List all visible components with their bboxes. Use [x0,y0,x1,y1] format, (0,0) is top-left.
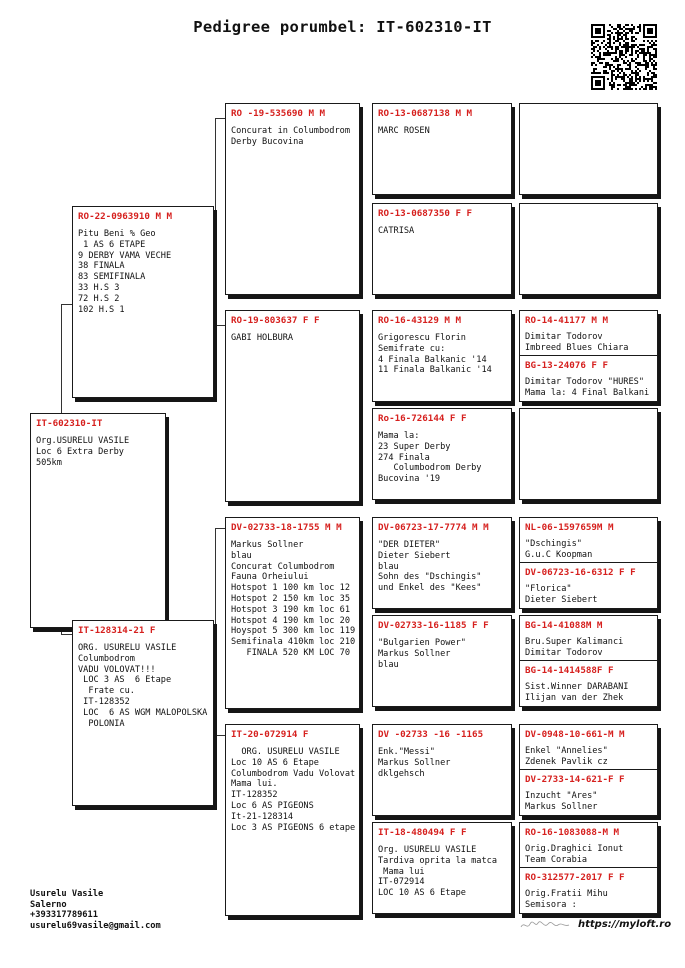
ring-number: RO-312577-2017 F F [525,872,625,883]
card-line: Sist.Winner DARABANI [525,682,629,692]
connector [215,118,216,325]
ring-number: RO -19-535690 M M [231,108,326,119]
ring-number: DV-2733-14-621-F F [525,774,625,785]
card-line: CATRISA [378,226,415,236]
ring-number: NL-06-1597659M M [525,522,614,533]
card-line: 9 DERBY VAMA VECHE [78,250,172,261]
card-line: Dimitar Todorov "HURES" [525,377,644,387]
card-line: LOC 6 AS WGM MALOPOLSKA [78,707,208,718]
card-line: Enk."Messi" [378,747,435,757]
card-line: "Bulgarien Power" [378,638,466,648]
card-line: Loc 3 AS PIGEONS 6 etape [231,822,356,833]
card-line: Semifinala 410km loc 210 [231,637,356,648]
card-line: Dimitar Todorov [525,332,603,342]
card-line: 11 Finala Balkanic '14 [378,365,492,376]
card-line: 83 SEMIFINALA [78,272,146,283]
card-line: blau [378,659,399,670]
website-link[interactable]: https://myloft.ro [578,919,672,930]
card-line: Dieter Siebert [378,550,451,561]
card-line: Hoyspot 5 300 km loc 119 [231,626,356,637]
ring-number: IT-20-072914 F [231,729,309,740]
card-line: 102 H.S 1 [78,304,125,315]
ring-number: RO-16-1083088-M M [525,827,620,838]
gen4-card [519,310,658,402]
card-line: Mama la: 4 Final Balkani [525,387,650,398]
ring-number: RO-13-0687138 M M [378,108,473,119]
card-line: Orig.Fratii Mihu [525,889,608,899]
sire-card [72,206,214,398]
card-line: Zdenek Pavlik cz [525,756,608,767]
ring-number: RO-19-803637 F F [231,315,320,326]
card-line: Loc 10 AS 6 Etape [231,757,319,768]
connector [215,325,225,326]
card-line: Grigorescu Florin [378,333,466,343]
gen4-card [519,408,658,500]
card-line: Semisora : [525,899,577,910]
card-line: MARC ROSEN [378,126,430,136]
gen4-card [519,103,658,195]
owner-phone: +393317789611 [30,910,98,920]
ring-number: BG-14-1414588F F [525,665,614,676]
ring-number: RO-16-43129 M M [378,315,461,326]
card-line: VADU VOLOVAT!!! [78,664,156,675]
gen4-card [519,724,658,816]
ring-number: BG-14-41088M M [525,620,603,631]
card-line: Markus Sollner [378,757,451,768]
card-line: It-21-128314 [231,811,294,822]
gen4-card [519,517,658,609]
ring-number: BG-13-24076 F F [525,360,608,371]
card-line: 72 H.S 2 [78,293,120,304]
gen4-card [519,822,658,914]
ring-number: DV-06723-16-6312 F F [525,567,636,578]
card-line: Columbodrom [78,653,135,664]
card-line: dklgehsch [378,768,425,779]
ring-number: DV-02733-16-1185 F F [378,620,489,631]
owner-info [30,889,161,931]
ring-number: DV -02733 -16 -1165 [378,729,484,740]
owner-email[interactable]: usurelu69vasile@gmail.com [30,920,161,931]
gen3-card [372,310,512,402]
card-line: "Florica" [525,584,572,594]
owner-city: Salerno [30,899,67,910]
subject-card [30,413,166,628]
card-line: Dieter Siebert [525,594,598,605]
card-line: Loc 6 Extra Derby [36,446,124,457]
card-line: LOC 3 AS 6 Etape [78,675,172,686]
card-line: Enkel "Annelies" [525,746,608,756]
dam-card [72,620,214,806]
ring-number: DV-02733-18-1755 M M [231,522,342,533]
card-line: ORG. USURELU VASILE [231,747,340,757]
gen3-card [372,103,512,195]
gen3-card [372,822,512,914]
card-line: GABI HOLBURA [231,333,294,343]
connector [215,528,216,735]
card-line: Tardiva oprita la matca [378,855,497,866]
card-line: Columbodrom Vadu Volovat [231,768,356,779]
card-line: IT-128352 [231,790,278,801]
card-line: Team Corabia [525,854,588,865]
signature-logo [520,919,570,931]
card-line: Semifrate cu: [378,343,446,354]
ring-number: DV-0948-10-661-M M [525,729,625,740]
card-line: 505km [36,457,62,468]
card-line: Orig.Draghici Ionut [525,844,624,854]
card-line: FINALA 520 KM LOC 70 [231,647,350,658]
gen3-card [372,724,512,816]
ring-number: IT-18-480494 F F [378,827,467,838]
card-line: 33 H.S 3 [78,282,120,293]
card-line: Loc 6 AS PIGEONS [231,800,314,811]
qr-code [591,24,657,90]
owner-name: Usurelu Vasile [30,889,104,899]
gen4-card [519,615,658,707]
ring-number: DV-06723-17-7774 M M [378,522,489,533]
gen4-card [519,203,658,295]
card-line: IT-128352 [78,696,130,707]
card-line: Inzucht "Ares" [525,791,598,801]
card-line: und Enkel des "Kees" [378,583,482,594]
dam-ring: IT-128314-21 F [78,625,156,636]
card-line: POLONIA [78,718,125,729]
card-line: 4 Finala Balkanic '14 [378,354,487,365]
ring-number: RO-13-0687350 F F [378,208,473,219]
card-line: ORG. USURELU VASILE [78,643,177,653]
grandsire-maternal-card [225,517,360,709]
connector [215,118,225,119]
card-line: Org.USURELU VASILE [36,436,130,446]
card-line: blau [231,550,252,561]
card-line: Ilijan van der Zhek [525,692,624,703]
gen3-card [372,517,512,609]
card-line: 1 AS 6 ETAPE [78,239,146,250]
card-line: 38 FINALA [78,261,125,272]
card-line: Hotspot 1 100 km loc 12 [231,583,350,594]
card-line: "Dschingis" [525,539,582,549]
card-line: Markus Sollner [525,801,598,812]
card-line: Concurat Columbodrom [231,561,335,572]
card-line: Mama la: [378,431,420,441]
card-line: "DER DIETER" [378,540,441,550]
subject-ring: IT-602310-IT [36,418,103,429]
card-line: Hotspot 4 190 km loc 20 [231,615,350,626]
card-line: Columbodrom Derby [378,463,482,474]
connector [215,528,225,529]
gen3-card [372,203,512,295]
ring-number: Ro-16-726144 F F [378,413,467,424]
card-line: blau [378,561,399,572]
card-line: Markus Sollner [378,648,451,659]
grandsire-paternal-card [225,103,360,295]
card-line: 274 Finala [378,452,430,463]
card-line: Dimitar Todorov [525,647,603,658]
card-line: Mama lui. [231,779,278,790]
card-line: Concurat in Columbodrom [231,126,350,136]
card-line: Sohn des "Dschingis" [378,572,482,583]
card-line: Pitu Beni % Geo [78,229,156,239]
card-line: Bucovina '19 [378,474,441,485]
card-line: Frate cu. [78,686,135,697]
card-line: G.u.C Koopman [525,549,593,560]
card-line: LOC 10 AS 6 Etape [378,888,466,899]
ring-number: RO-14-41177 M M [525,315,608,326]
gen3-card [372,615,512,707]
granddam-paternal-card [225,310,360,502]
card-line: Mama lui [378,866,425,877]
connector [215,735,225,736]
card-line: Hotspot 2 150 km loc 35 [231,593,350,604]
card-line: Imbreed Blues Chiara [525,342,629,353]
card-line: Hotspot 3 190 km loc 61 [231,604,350,615]
page-title: Pedigree porumbel: IT-602310-IT [193,18,492,36]
sire-ring: RO-22-0963910 M M [78,211,173,222]
card-line: Markus Sollner [231,540,304,550]
card-line: Fauna Orheiului [231,572,309,583]
card-line: Derby Bucovina [231,136,304,147]
granddam-maternal-card [225,724,360,916]
card-line: 23 Super Derby [378,441,451,452]
gen3-card [372,408,512,500]
card-line: Org. USURELU VASILE [378,845,477,855]
card-line: IT-072914 [378,877,425,888]
card-line: Bru.Super Kalimanci [525,637,624,647]
